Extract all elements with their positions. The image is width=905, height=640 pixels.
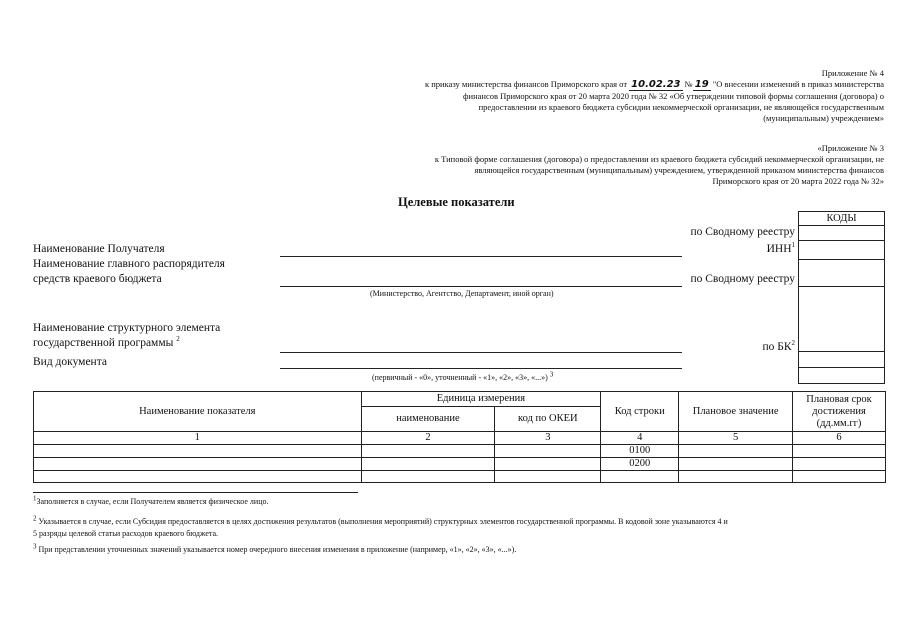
label-struct-1: Наименование структурного элемента bbox=[33, 322, 221, 334]
code-bk[interactable] bbox=[799, 352, 885, 368]
header-unit-name: наименование bbox=[361, 407, 495, 432]
label-doc-type: Вид документа bbox=[33, 356, 107, 368]
label-inn: ИНН$^1$ bbox=[766, 241, 795, 255]
appendix-line4: предоставлении из краевого бюджета субсидии некоммерческой организации, не являющейся государственным bbox=[478, 102, 884, 112]
footnote-1: $^1$Заполняется в случае, если Получателем является физическое лицо. bbox=[33, 494, 269, 506]
appendix2-line3: являющейся государственным (муниципальным) учреждением, утвержденной приказом министерства финансов bbox=[474, 165, 884, 175]
indicators-table bbox=[33, 391, 886, 483]
table-row bbox=[34, 471, 886, 483]
column-numbers-row bbox=[34, 432, 886, 445]
cell-plan-term[interactable] bbox=[793, 458, 886, 471]
footnote-2: $^2$ Указывается в случае, если Субсидия предоставляется в целях достижения результатов (выполнения мероприятий) структурных элементов государственной программы. В кодовой зоне указываются 4 и 5 разряды целевой статьи расходов краевого бюджета. bbox=[33, 514, 728, 538]
appendix-line5: (муниципальным) учреждением» bbox=[763, 113, 884, 123]
label-manager-2: средств краевого бюджета bbox=[33, 273, 162, 285]
cell-plan-value[interactable] bbox=[679, 471, 793, 483]
appendix-line3: финансов Приморского края от 20 марта 2020 года № 32 «Об утверждении типовой формы соглашения (договора) о bbox=[463, 91, 884, 101]
code-doc[interactable] bbox=[799, 368, 885, 384]
col-num: 3 bbox=[495, 432, 601, 445]
cell-unit-okei[interactable] bbox=[495, 445, 601, 458]
label-svod2: по Сводному реестру bbox=[690, 273, 795, 285]
header-unit-okei: код по ОКЕИ bbox=[495, 407, 601, 432]
footnote-3: $^3$ При представлении уточненных значений указывается номер очередного внесения изменения в приложение (например, «1», «2», «3», «...»). bbox=[33, 542, 517, 554]
struct-input-line[interactable] bbox=[280, 352, 682, 353]
label-recipient: Наименование Получателя bbox=[33, 243, 165, 255]
cell-plan-term[interactable] bbox=[793, 471, 886, 483]
cell-unit-name[interactable] bbox=[361, 471, 495, 483]
code-inn[interactable] bbox=[799, 241, 885, 260]
cell-unit-name[interactable] bbox=[361, 445, 495, 458]
appendix2-line2: к Типовой форме соглашения (договора) о предоставлении из краевого бюджета субсидий некоммерческой организации, не bbox=[434, 154, 884, 164]
cell-indicator[interactable] bbox=[34, 458, 362, 471]
header-indicator-name: Наименование показателя bbox=[34, 392, 362, 432]
col-num: 4 bbox=[601, 432, 679, 445]
col-num: 6 bbox=[793, 432, 886, 445]
page-title: Целевые показатели bbox=[398, 195, 515, 209]
label-manager-1: Наименование главного распорядителя bbox=[33, 258, 225, 270]
footnote-divider bbox=[33, 492, 358, 493]
handwritten-number: 19 bbox=[694, 79, 709, 90]
codes-box bbox=[798, 211, 885, 384]
label-bk: по $БК^2$ bbox=[762, 339, 795, 353]
doc-type-hint: (первичный - «0», уточненный - «1», «2», «3», «...») $^3$ bbox=[372, 370, 554, 382]
code-empty[interactable] bbox=[799, 287, 885, 352]
header-plan-value: Плановое значение bbox=[679, 392, 793, 432]
cell-line-code: 0100 bbox=[601, 445, 679, 458]
cell-plan-term[interactable] bbox=[793, 445, 886, 458]
handwritten-date: 10.02.23 bbox=[631, 79, 681, 90]
label-struct-2: государственной программы $^2$ bbox=[33, 335, 180, 349]
appendix2-line1: «Приложение № 3 bbox=[817, 143, 884, 153]
header-line-code: Код строки bbox=[601, 392, 679, 432]
appendix-line2: к приказу министерства финансов Приморского края от 10.02.23 № 19 "О внесении изменений в приказ министерства bbox=[424, 79, 884, 90]
appendix-header bbox=[324, 68, 884, 124]
manager-hint: (Министерство, Агентство, Департамент, иной орган) bbox=[370, 289, 554, 298]
appendix2-header bbox=[284, 143, 884, 187]
col-num: 1 bbox=[34, 432, 362, 445]
doc-type-input-line[interactable] bbox=[280, 368, 682, 369]
codes-header: КОДЫ bbox=[799, 212, 885, 226]
cell-indicator[interactable] bbox=[34, 445, 362, 458]
cell-line-code[interactable] bbox=[601, 471, 679, 483]
appendix2-line4: Приморского края от 20 марта 2022 года № 32» bbox=[712, 176, 884, 186]
cell-line-code: 0200 bbox=[601, 458, 679, 471]
col-num: 2 bbox=[361, 432, 495, 445]
manager-input-line[interactable] bbox=[280, 286, 682, 287]
code-svod1[interactable] bbox=[799, 226, 885, 241]
appendix-line1: Приложение № 4 bbox=[821, 68, 884, 78]
header-plan-term: Плановая срок достижения (дд.мм.гг) bbox=[793, 392, 886, 432]
table-row bbox=[34, 458, 886, 471]
col-num: 5 bbox=[679, 432, 793, 445]
cell-unit-okei[interactable] bbox=[495, 458, 601, 471]
table-row bbox=[34, 445, 886, 458]
code-svod2[interactable] bbox=[799, 260, 885, 287]
header-unit: Единица измерения bbox=[361, 392, 601, 407]
cell-plan-value[interactable] bbox=[679, 458, 793, 471]
cell-plan-value[interactable] bbox=[679, 445, 793, 458]
cell-indicator[interactable] bbox=[34, 471, 362, 483]
recipient-input-line[interactable] bbox=[280, 256, 682, 257]
cell-unit-okei[interactable] bbox=[495, 471, 601, 483]
cell-unit-name[interactable] bbox=[361, 458, 495, 471]
label-svod1: по Сводному реестру bbox=[690, 226, 795, 238]
